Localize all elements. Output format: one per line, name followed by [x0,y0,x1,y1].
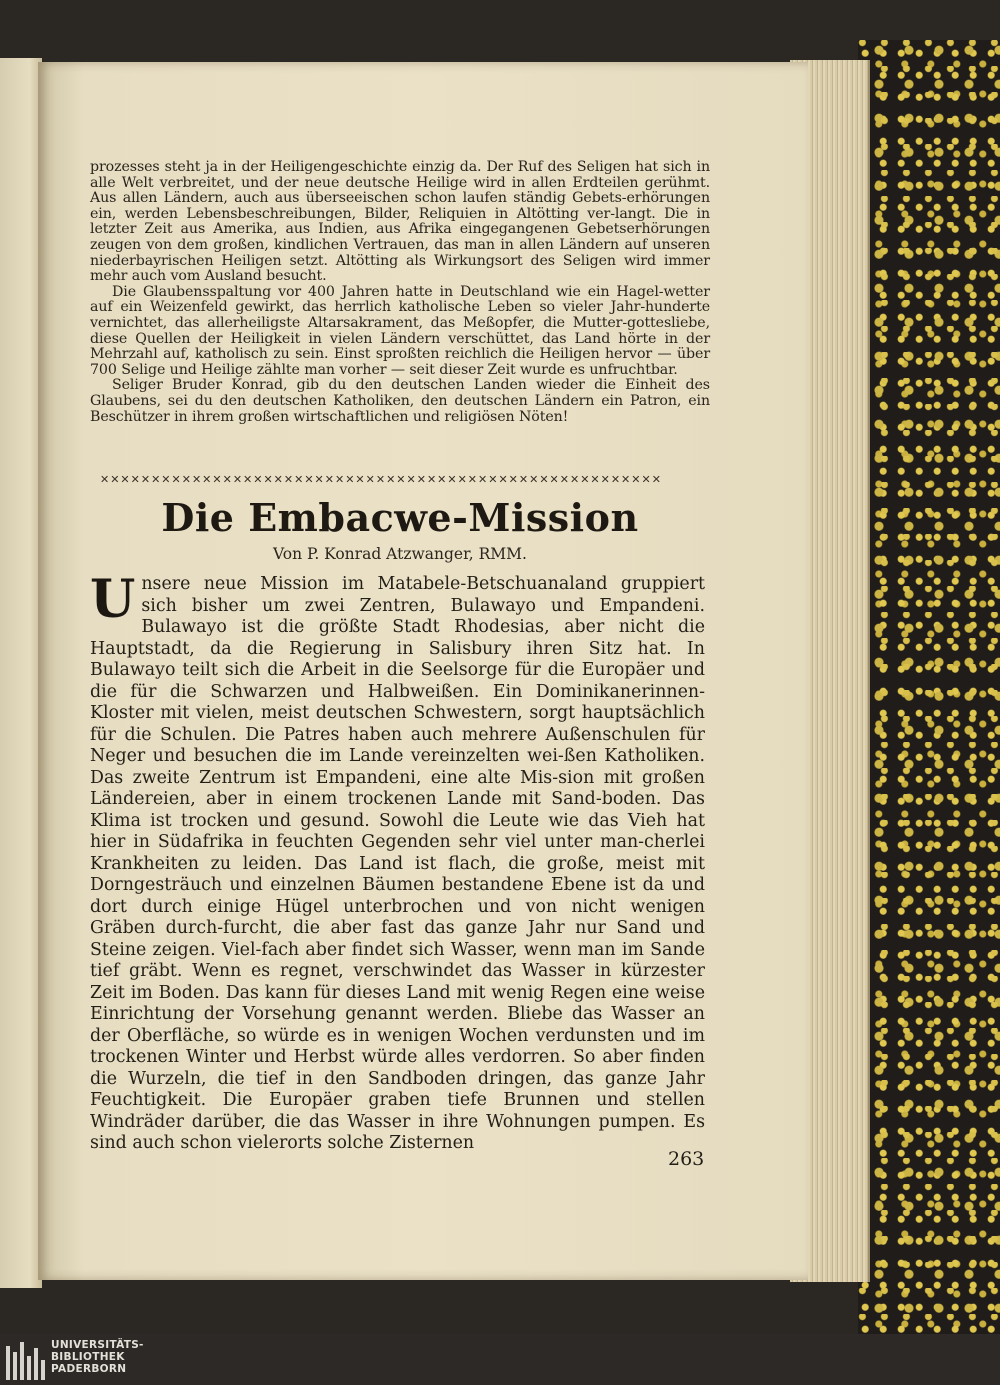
article-body [90,569,705,1155]
page-number: 263 [668,1148,705,1170]
drop-cap: U [90,569,136,630]
article-byline: Von P. Konrad Atzwanger, RMM. [273,545,527,563]
body-text: nsere neue Mission im Matabele-Betschuanaland gruppiert sich bisher um zwei Zentren, Bulawayo und Empandeni. Bulawayo ist die größte Stadt Rhodesias, aber nicht die Hauptstadt, da die Regierung in Salisbury ihren Sitz hat. In Bulawayo teilt sich die Arbeit in die Seelsorge für die Europäer und die für die Schwarzen und Halbweißen. Ein Dominikanerinnen-Kloster mit vielen, meist deutschen Schwestern, sorgt hauptsächlich für die Schulen. Die Patres haben auch mehrere Außenschulen für Neger und besuchen die im Lande vereinzelten wei-ßen Katholiken. Das zweite Zentrum ist Empandeni, eine alte Mis-sion mit großen Ländereien, aber in einem trockenen Lande mit Sand-boden. Das Klima ist trocken und gesund. Sowohl die Leute wie das Vieh hat hier in Südafrika in feuchten Gegenden sehr viel unter man-cherlei Krankheiten zu leiden. Das Land ist flach, die große, meist mit Dorngesträuch und einzelnen Bäumen bestandene Ebene ist da und dort durch einige Hügel unterbrochen und von nicht wenigen Gräben durch-furcht, die aber fast das ganze Jahr nur Sand und Steine zeigen. Viel-fach aber findet sich Wasser, wenn man im Sande tief gräbt. Wenn es regnet, verschwindet das Wasser in kürzester Zeit im Boden. Das kann für dieses Land mit wenig Regen eine weise Einrichtung der Vorsehung genannt werden. Bliebe das Wasser an der Oberfläche, so würde es in wenigen Wochen verdunsten und im trockenen Winter und Herbst würde alles verdorren. So aber finden die Wurzeln, die tief in den Sandboden dringen, das ganze Jahr Feuchtigkeit. Die Europäer graben tiefe Brunnen und stellen Windräder darüber, die das Wasser in ihre Wohnungen pumpen. Es sind auch schon vielerorts solche Zisternen [90,574,705,1153]
book-cover-edge [858,40,1000,1334]
logo-line: UNIVERSITÄTS- [51,1339,144,1351]
library-footer [0,1334,1000,1385]
logo-line: BIBLIOTHEK [51,1351,125,1363]
paragraph: prozesses steht ja in der Heiligengeschichte einzig da. Der Ruf des Seligen hat sich in alle Welt verbreitet, und der neue deutsche Heilige wird in allen Erdteilen gerühmt. Aus allen Ländern, auch aus überseeischen schon laufen ständig Gebets-erhörungen ein, werden Lebensbeschreibungen, Bilder, Reliquien in Altötting ver-langt. Die in letzter Zeit aus Amerika, aus Indien, aus Afrika eingegangenen Gebetserhörungen zeugen von dem großen, kindlichen Vertrauen, das man in allen Ländern auf unseren niederbayrischen Heiligen setzt. Altötting als Wirkungsort des Seligen wird immer mehr auch vom Ausland besucht. [90,159,710,285]
logo-line: PADERBORN [51,1363,127,1375]
paragraph: Die Glaubensspaltung vor 400 Jahren hatte in Deutschland wie ein Hagel-wetter auf ein Weizenfeld gewirkt, das herrlich katholische Leben so vieler Jahr-hunderte vernichtet, das allerheiligste Altarsakrament, das Meßopfer, die Mutter-gottesliebe, diese Quellen der Heiligkeit in vielen Ländern verschüttet, das Land hörte in der Mehrzahl auf, katholisch zu sein. Einst sproßten reichlich die Heiligen hervor — über 700 Selige und Heilige zählte man vorher — seit dieser Zeit wurde es unfruchtbar. [90,283,710,378]
library-logo-icon [6,1340,46,1380]
previous-article-text [90,160,710,425]
paragraph: Seliger Bruder Konrad, gib du den deutschen Landen wieder die Einheit des Glaubens, sei du den deutschen Katholiken, den deutschen Ländern ein Patron, ein Beschützer in ihrem großen wirtschaftlichen und religiösen Nöten! [90,377,710,425]
library-logo-text [51,1339,144,1375]
left-page-margin [0,58,42,1288]
ornamental-divider: ✕✕✕✕✕✕✕✕✕✕✕✕✕✕✕✕✕✕✕✕✕✕✕✕✕✕✕✕✕✕✕✕✕✕✕✕✕✕✕✕✕✕✕✕✕✕✕✕✕✕✕✕✕✕✕ [100,473,662,486]
article-title: Die Embacwe-Mission [161,495,639,540]
